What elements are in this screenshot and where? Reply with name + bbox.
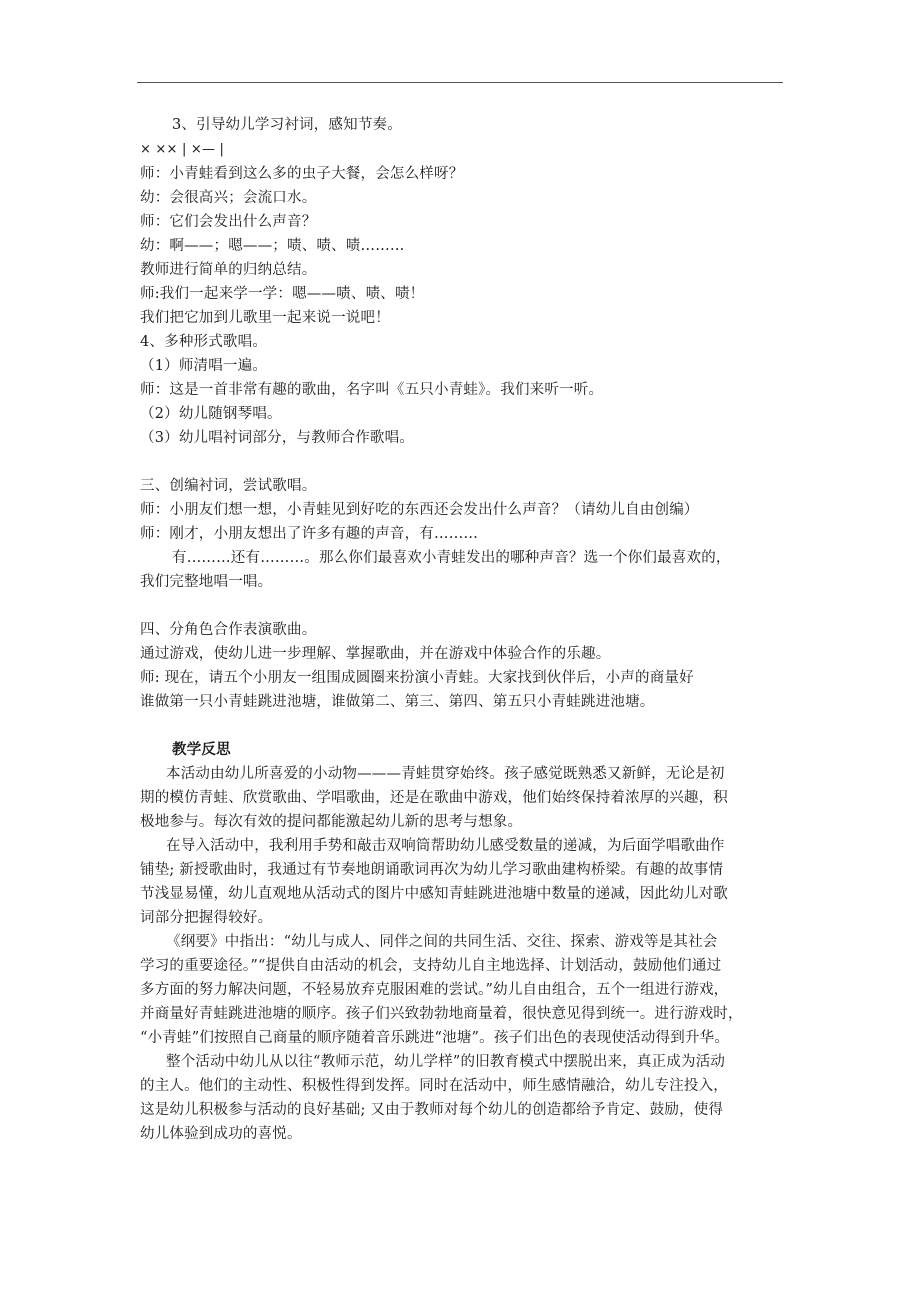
paragraph-line: 这是幼儿积极参与活动的良好基础; 又由于教师对每个幼儿的创造都给予肯定、鼓励，使得	[140, 1102, 724, 1118]
step-3-heading: 3、引导幼儿学习衬词，感知节奏。	[172, 117, 402, 133]
rhythm-notation: × ×× | ×— |	[140, 142, 225, 157]
paragraph-line: 在导入活动中，我利用手势和敲击双响筒帮助幼儿感受数量的递减，为后面学唱歌曲作	[166, 838, 725, 854]
text-line: 我们把它加到儿歌里一起来说一说吧！	[140, 310, 390, 326]
paragraph-line: 期的模仿青蛙、欣赏歌曲、学唱歌曲，还是在歌曲中游戏，他们始终保持着浓厚的兴趣，积	[140, 790, 728, 806]
paragraph-line: 整个活动中幼儿从以往“教师示范，幼儿学样”的旧教育模式中摆脱出来，真正成为活动	[166, 1054, 726, 1070]
paragraph-line: 铺垫; 新授歌曲时，我通过有节奏地朗诵歌词再次为幼儿学习歌曲建构桥梁。有趣的故事情	[140, 862, 724, 878]
paragraph-line: 师: 现在，请五个小朋友一组围成圆圈来扮演小青蛙。大家找到伙伴后，小声的商量好	[140, 670, 694, 686]
dialogue-line: 师:我们一起来学一学：嗯——啧、啧、啧！	[140, 286, 425, 302]
section-3-heading: 三、创编衬词，尝试歌唱。	[140, 478, 317, 494]
paragraph-line: 节浅显易懂，幼儿直观地从活动式的图片中感知青蛙跳进池塘中数量的递减，因此幼儿对歌	[140, 886, 728, 902]
dialogue-line: 幼：啊——；嗯——；啧、啧、啧………	[140, 238, 405, 254]
paragraph-line: 《纲要》中指出：“幼儿与成人、同伴之间的共同生活、交往、探索、游戏等是其社会	[166, 934, 718, 950]
step-4-heading: 4、多种形式歌唱。	[140, 334, 268, 350]
dialogue-line: 幼：会很高兴；会流口水。	[140, 190, 317, 206]
paragraph-line: 并商量好青蛙跳进池塘的顺序。孩子们兴致勃勃地商量着，很快意见得到统一。进行游戏时，	[140, 1006, 743, 1022]
header-rule	[137, 82, 783, 83]
dialogue-line: 师：刚才，小朋友想出了许多有趣的声音，有………	[140, 526, 479, 542]
paragraph-line: 学习的重要途径。”“提供自由活动的机会，支持幼儿自主地选择、计划活动，鼓励他们通过	[140, 958, 722, 974]
paragraph-line: 幼儿体验到成功的喜悦。	[140, 1126, 302, 1142]
list-item: （1）师清唱一遍。	[140, 358, 268, 374]
reflection-heading: 教学反思	[172, 742, 231, 758]
paragraph-line: 极地参与。每次有效的提问都能激起幼儿新的思考与想象。	[140, 814, 523, 830]
paragraph-line: 的主人。他们的主动性、积极性得到发挥。同时在活动中，师生感情融洽，幼儿专注投入，	[140, 1078, 728, 1094]
dialogue-line: 师：小朋友们想一想，小青蛙见到好吃的东西还会发出什么声音？（请幼儿自由创编）	[140, 502, 699, 518]
paragraph-line: 谁做第一只小青蛙跳进池塘，谁做第二、第三、第四、第五只小青蛙跳进池塘。	[140, 694, 655, 710]
section-4-heading: 四、分角色合作表演歌曲。	[140, 622, 317, 638]
paragraph-line: 本活动由幼儿所喜爱的小动物———青蛙贯穿始终。孩子感觉既熟悉又新鲜，无论是初	[166, 766, 725, 782]
paragraph-line: 有………还有………。那么你们最喜欢小青蛙发出的哪种声音？选一个你们最喜欢的，	[172, 550, 731, 566]
paragraph-line: 多方面的努力解决问题，不轻易放弃克服困难的尝试。”幼儿自由组合，五个一组进行游戏，	[140, 982, 729, 998]
list-item: （3）幼儿唱衬词部分，与教师合作歌唱。	[140, 430, 415, 446]
dialogue-line: 师：它们会发出什么声音？	[140, 214, 317, 230]
paragraph-line: 通过游戏，使幼儿进一步理解、掌握歌曲，并在游戏中体验合作的乐趣。	[140, 646, 611, 662]
dialogue-line: 师：这是一首非常有趣的歌曲，名字叫《五只小青蛙》。我们来听一听。	[140, 382, 604, 398]
paragraph-line: 我们完整地唱一唱。	[140, 574, 273, 590]
paragraph-line: “小青蛙”们按照自己商量的顺序随着音乐跳进“池塘”。孩子们出色的表现使活动得到升华。	[140, 1030, 730, 1046]
dialogue-line: 师：小青蛙看到这么多的虫子大餐，会怎么样呀？	[140, 166, 464, 182]
list-item: （2）幼儿随钢琴唱。	[140, 406, 282, 422]
text-line: 教师进行简单的归纳总结。	[140, 262, 317, 278]
paragraph-line: 词部分把握得较好。	[140, 910, 273, 926]
